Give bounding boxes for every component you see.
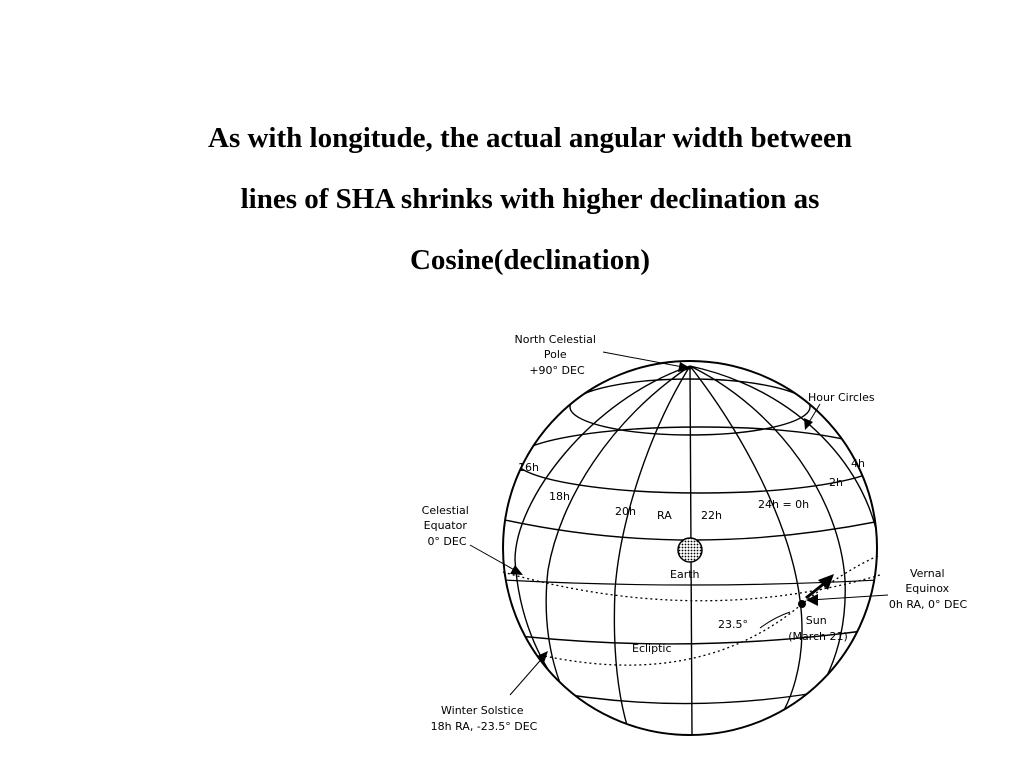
hour-circle-0h (690, 366, 802, 730)
ra-label: RA (657, 509, 672, 522)
angle-label: 23.5° (718, 618, 748, 631)
north-pole-label: North Celestial Pole +90° DEC (514, 333, 596, 377)
hour-circle-2h (690, 366, 845, 725)
ecliptic-label: Ecliptic (632, 642, 672, 655)
winter-solstice-leader (510, 655, 545, 695)
celestial-equator-label: Celestial Equator 0° DEC (421, 504, 469, 548)
vernal-equinox-label: Vernal Equinox 0h RA, 0° DEC (888, 567, 968, 611)
ecliptic-arc-marker (760, 612, 790, 628)
hour-label-24h: 24h = 0h (758, 498, 810, 511)
ecliptic-line (540, 555, 880, 665)
hour-label-20h: 20h (615, 505, 636, 518)
equator-leader (470, 545, 518, 572)
hour-label-4h: 4h (851, 457, 865, 470)
hour-label-2h: 2h (829, 476, 843, 489)
title-line-2: lines of SHA shrinks with higher declination as (240, 183, 820, 215)
earth-symbol (678, 538, 702, 562)
sun-point (798, 600, 806, 608)
earth-label: Earth (670, 568, 700, 581)
hour-label-16h: 16h (518, 461, 539, 474)
sun-label: Sun (March 21) (788, 614, 848, 643)
hour-circle-18h (546, 366, 690, 725)
vernal-equinox-leader (810, 595, 888, 600)
equator-arrowhead (510, 565, 523, 575)
title-line-3: Cosine(declination) (409, 244, 651, 276)
declination-circle-mid (505, 520, 885, 540)
hour-circles-label: Hour Circles (808, 391, 875, 404)
hour-circles-arrowhead (804, 418, 813, 430)
hour-label-18h: 18h (549, 490, 570, 503)
hour-circle-16h (515, 366, 690, 725)
title-line-1: As with longitude, the actual angular width between (208, 122, 852, 154)
winter-solstice-label: Winter Solstice 18h RA, -23.5° DEC (430, 704, 538, 733)
hour-label-22h: 22h (701, 509, 722, 522)
